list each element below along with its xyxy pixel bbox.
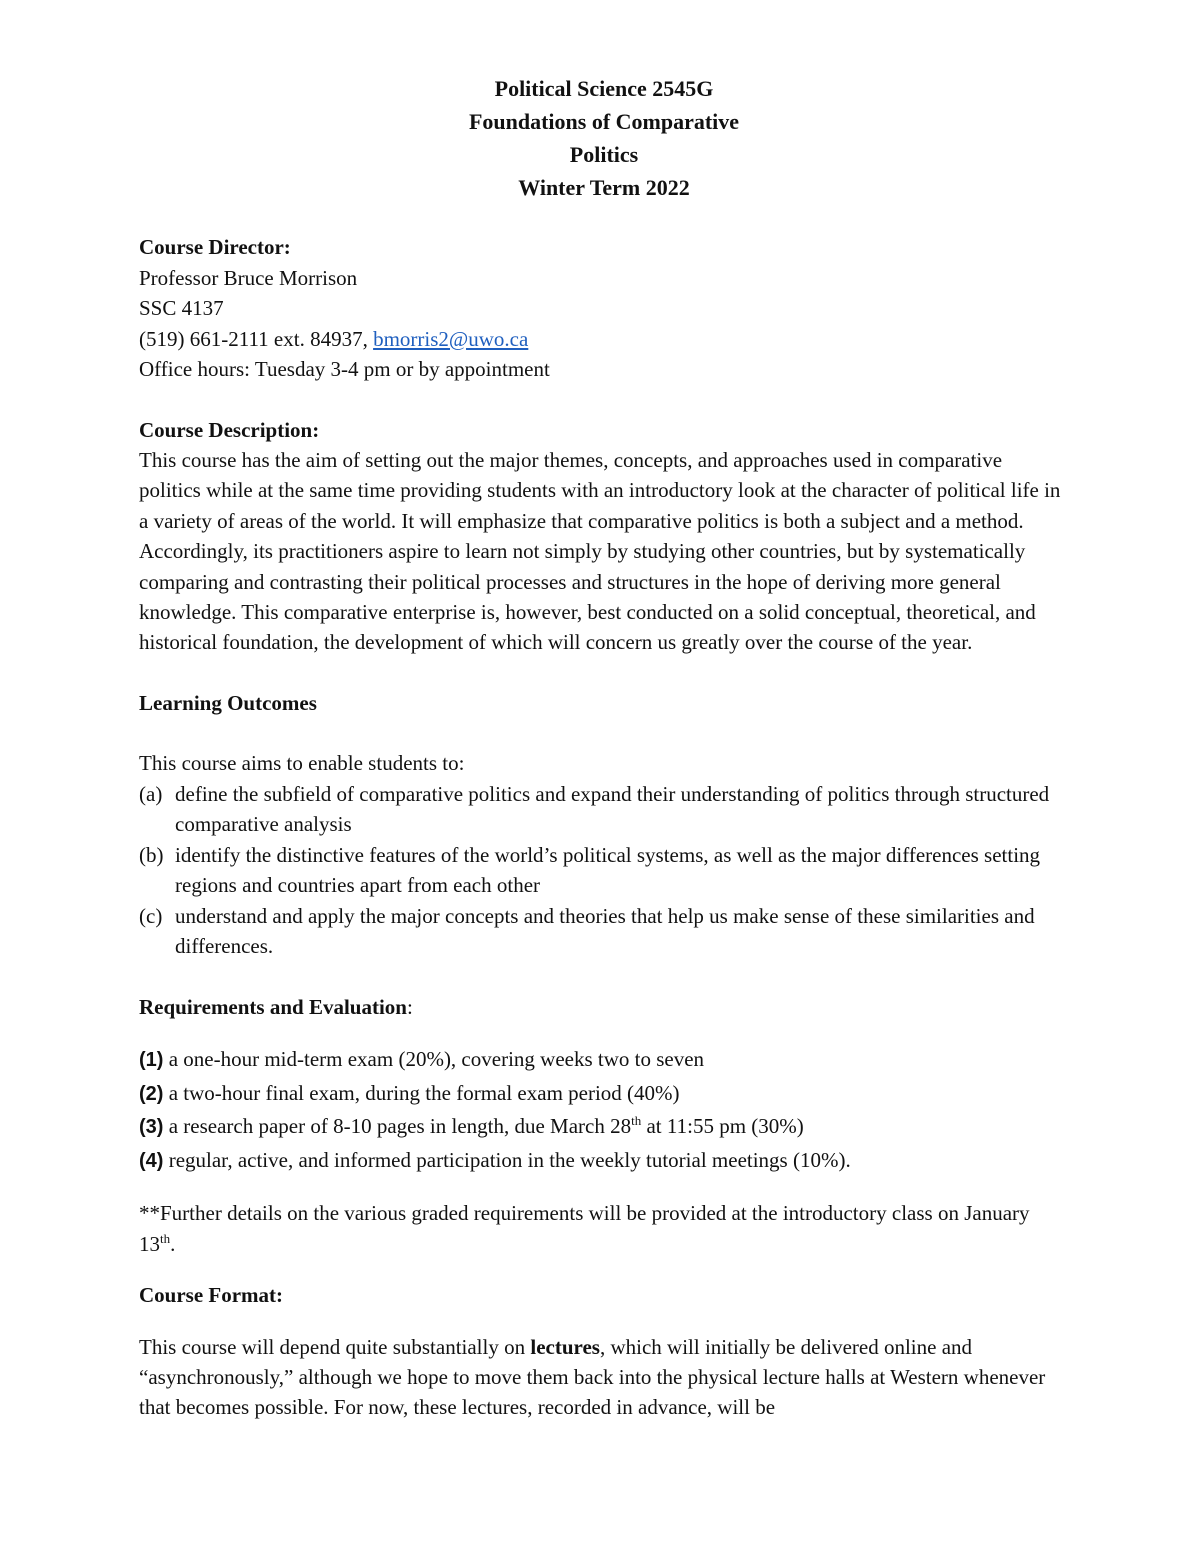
description-heading: Course Description: [139, 417, 320, 442]
requirements-heading-colon: : [407, 994, 413, 1019]
requirement-text: a research paper of 8-10 pages in length, due March 28 [163, 1114, 632, 1139]
requirements-note [139, 1198, 1069, 1259]
outcome-text: define the subfield of comparative politics and expand their understanding of politics through structured comparative analysis [175, 781, 1050, 837]
requirement-item [139, 1043, 1069, 1077]
director-heading: Course Director: [139, 235, 291, 259]
director-contact [139, 324, 1069, 355]
outcomes-section [139, 688, 1069, 962]
note-end: . [170, 1231, 176, 1256]
requirement-text: a two-hour final exam, during the formal exam period (40%) [163, 1080, 680, 1105]
requirement-text: regular, active, and informed participation in the weekly tutorial meetings (10%). [163, 1147, 851, 1172]
requirement-text: a one-hour mid-term exam (20%), covering weeks two to seven [163, 1047, 705, 1072]
outcome-marker: (c) [139, 903, 163, 928]
format-text [139, 1332, 1069, 1423]
outcomes-intro: This course aims to enable students to: [139, 751, 465, 776]
office-hours: Office hours: Tuesday 3-4 pm or by appointment [139, 357, 550, 381]
requirements-heading [139, 992, 1069, 1023]
director-section [139, 232, 1069, 385]
format-text-start: This course will depend quite substantially on [139, 1334, 531, 1359]
requirements-heading-text: Requirements and Evaluation [139, 994, 407, 1019]
requirement-item [139, 1144, 1069, 1178]
outcome-text: identify the distinctive features of the world’s political systems, as well as the major differences setting regions and countries apart from each other [175, 842, 1041, 898]
outcome-item [139, 840, 1069, 901]
requirement-number: (1) [139, 1049, 164, 1072]
format-heading: Course Format: [139, 1283, 284, 1308]
syllabus-page [139, 72, 1069, 1423]
requirement-number: (2) [139, 1082, 164, 1105]
director-name: Professor Bruce Morrison [139, 265, 358, 290]
format-section [139, 1280, 1069, 1423]
term: Winter Term 2022 [518, 175, 690, 200]
requirement-superscript: th [631, 1113, 642, 1129]
outcome-item [139, 779, 1069, 840]
outcomes-heading: Learning Outcomes [139, 690, 317, 715]
director-email-link[interactable]: bmorris2@uwo.ca [373, 326, 529, 351]
document-title [139, 72, 1069, 204]
note-superscript: th [160, 1230, 171, 1246]
requirement-item [139, 1110, 1069, 1144]
format-bold-word: lectures [530, 1334, 600, 1359]
requirements-section [139, 992, 1069, 1259]
course-code: Political Science 2545G [494, 76, 714, 101]
outcome-text: understand and apply the major concepts and theories that help us make sense of these similarities and differences. [175, 903, 1035, 959]
requirement-text-end: at 11:55 pm (30%) [641, 1114, 804, 1139]
course-name-line1: Foundations of Comparative [468, 109, 740, 134]
description-section [139, 415, 1069, 658]
director-office: SSC 4137 [139, 296, 224, 320]
outcome-marker: (b) [139, 842, 164, 867]
outcome-item [139, 901, 1069, 962]
requirement-number: (4) [139, 1149, 164, 1172]
description-text: This course has the aim of setting out the major themes, concepts, and approaches used in comparative politics while at the same time providing students with an introductory look at the character of political life in a variety of areas of the world. It will emphasize that comparative politics is both a subject and a method. Accordingly, its practitioners aspire to learn not simply by studying other countries, but by systematically comparing and contrasting their political processes and structures in the hope of deriving more general knowledge. This comparative enterprise is, however, best conducted on a solid conceptual, theoretical, and historical foundation, the development of which will concern us greatly over the course of the year. [139, 448, 1061, 655]
course-name-line2: Politics [569, 142, 639, 167]
requirement-number: (3) [139, 1116, 164, 1139]
director-phone: (519) 661-2111 ext. 84937, [139, 326, 374, 351]
requirement-item [139, 1077, 1069, 1111]
outcome-marker: (a) [139, 781, 163, 806]
format-text-end: , which will initially be delivered online and “asynchronously,” although we hope to move them back into the physical lecture halls at Western whenever that becomes possible. For now, these lectures, recorded in advance, will be [139, 1334, 1046, 1420]
note-text: **Further details on the various graded requirements will be provided at the introductory class on January 13 [139, 1201, 1030, 1256]
